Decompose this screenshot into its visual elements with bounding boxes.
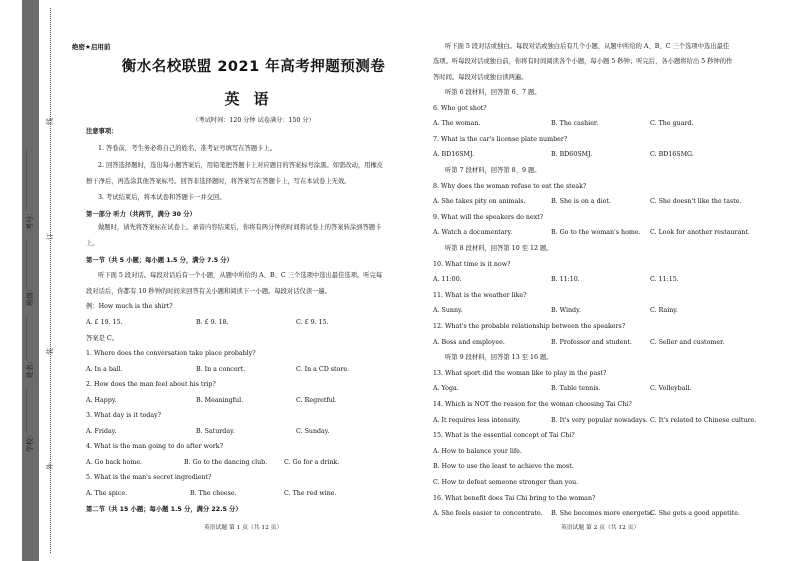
question-text: 8. Why does the woman refuse to eat the steak? [433, 182, 587, 190]
question-option: C. Regretful. [296, 397, 337, 404]
question-option: C. BD16SMG. [650, 151, 694, 159]
question-option: C. She doesn't like the taste. [650, 198, 742, 206]
section1-intro: 段对话后，你都有 10 秒钟的时间来回答有关小题和阅读下一小题。每段对话仅读一遍。 [86, 288, 332, 295]
question-option: C. 11:15. [650, 276, 679, 284]
question-option: A. Watch a documentary. [433, 229, 513, 237]
field-line [26, 388, 27, 433]
question-option: B. Go to the dancing club. [184, 459, 268, 466]
page-footer: 英语试题 第 1 页（共 12 页） [204, 525, 283, 531]
part1-heading: 第一部分 听力（共两节，满分 30 分） [86, 211, 196, 218]
example-answer: 答案是 C。 [86, 335, 119, 342]
question-text: 15. What is the essential concept of Tai Chi? [433, 432, 575, 440]
field-line [26, 150, 27, 210]
material-label: 听第 6 段材料，回答第 6、7 题。 [445, 89, 541, 96]
page-footer: 英语试题 第 2 页（共 12 页） [561, 525, 640, 531]
question-option: C. Sunday. [296, 428, 330, 435]
note-item: 2. 回答选择题时，选出每小题答案后，用铅笔把答题卡上对应题目的答案标号涂黑。如需改动，用橡皮 [98, 162, 384, 169]
part1-intro: 上。 [86, 240, 99, 247]
question-text: A. How to balance your life. [433, 447, 522, 455]
example-option: B. £ 9. 18. [196, 319, 229, 326]
question-option: B. Go to the woman's home. [551, 229, 641, 237]
question-text: B. How to use the least to achieve the most. [433, 463, 574, 471]
page-1 [72, 0, 421, 561]
example-option: A. £ 19. 15. [86, 319, 123, 326]
field-line [26, 240, 27, 290]
question-option: C. She gets a good appetite. [650, 510, 740, 518]
example-question: 例：How much is the shirt? [86, 303, 173, 310]
question-option: C. Rainy. [650, 307, 679, 315]
question-option: B. She is on a diet. [551, 198, 611, 206]
question-option: A. Sunny. [433, 307, 463, 315]
question-text: 7. What is the car's license plate number? [433, 135, 568, 143]
question-option: B. Meaningful. [196, 397, 244, 404]
binding-mark: 装 [46, 348, 54, 355]
question-option: C. Seller and customer. [650, 338, 725, 346]
question-option: A. It requires less intensity. [433, 416, 521, 424]
binding-mark: 订 [46, 233, 54, 240]
question-option: B. Professor and student. [551, 338, 632, 346]
question-option: B. In a concert. [196, 366, 246, 373]
question-text: 4. What is the man going to do after work? [86, 443, 223, 450]
binding-mark: 外 [46, 463, 54, 470]
binding-mark: 线 [46, 118, 54, 125]
question-option: C. It's related to Chinese culture. [650, 416, 757, 424]
question-option: C. In a CD store. [296, 366, 350, 373]
question-option: B. Saturday. [196, 428, 235, 435]
note-item: 擦干净后，再选涂其他答案标号。回答非选择题时，将答案写在答题卡上，写在本试卷上无效。 [86, 178, 351, 185]
question-text: 16. What benefit does Tai Chi bring to the woman? [433, 494, 596, 502]
question-option: A. Yoga. [433, 385, 459, 393]
question-option: B. Table tennis. [551, 385, 601, 393]
section2-intro: 选项。听每段对话或独白前，你将有时间阅读各个小题，每小题 5 秒钟；听完后，各小题将给出 5 秒钟的作 [433, 58, 733, 65]
section1-heading: 第一节（共 5 小题；每小题 1.5 分，满分 7.5 分） [86, 257, 233, 264]
question-text: 6. Who got shot? [433, 104, 487, 112]
time-info: （考试时间：120 分钟 试卷满分：150 分） [192, 117, 315, 124]
binding-strip [0, 0, 62, 561]
material-label: 听第 9 段材料，回答第 13 至 16 题。 [445, 354, 553, 362]
question-option: A. BD16SMJ. [433, 151, 475, 159]
question-text: 1. Where does the conversation take place probably? [86, 350, 256, 357]
question-option: A. The woman. [433, 120, 481, 128]
question-text: 3. What day is it today? [86, 412, 162, 419]
question-option: A. Go back home. [86, 459, 143, 466]
question-option: A. In a ball. [86, 366, 123, 373]
question-text: 2. How does the man feel about his trip? [86, 381, 216, 388]
field-line [26, 316, 27, 361]
note-item: 1. 答卷前，考生务必将自己的姓名、准考证号填写在答题卡上。 [98, 145, 277, 152]
question-option: A. She takes pity on animals. [433, 198, 526, 206]
exam-title: 衡水名校联盟 2021 年高考押题预测卷 [121, 59, 386, 75]
material-label: 听第 7 段材料，回答第 8、9 题。 [445, 167, 541, 174]
question-option: A. Friday. [86, 428, 117, 435]
section2-intro: 听下面 5 段对话或独白。每段对话或独白后有几个小题，从题中所给的 A、B、C 三个选项中选出最佳 [445, 43, 730, 50]
question-option: A. She feels easier to concentrate. [433, 510, 543, 518]
page-2 [433, 0, 773, 561]
question-text: 9. What will the speakers do next? [433, 213, 544, 221]
question-text: 11. What is the weather like? [433, 291, 527, 299]
exam-no-label: 考号： [26, 209, 34, 230]
section2-intro: 答时间。每段对话或独白读两遍。 [433, 74, 528, 81]
part1-intro: 做题时，请先将答案标在试卷上。录音内容结束后，你将有两分钟的时间将试卷上的答案转涂到答题卡 [98, 224, 382, 231]
question-text: 14. Which is NOT the reason for the woman choosing Tai Chi? [433, 401, 632, 408]
question-text: C. How to defeat someone stronger than you. [433, 479, 579, 486]
subject-title: 英语 [224, 90, 283, 108]
question-option: A. Happy. [86, 397, 117, 404]
school-label: 学校： [26, 431, 34, 452]
question-option: A. 11:00. [433, 276, 462, 284]
question-text: 5. What is the man's secret ingredient? [86, 474, 212, 481]
section2-heading: 第二节（共 15 小题；每小题 1.5 分，满分 22.5 分） [86, 506, 242, 513]
question-text: 12. What's the probable relationship between the speakers? [433, 323, 626, 330]
section1-intro: 听下面 5 段对话。每段对话后有一个小题，从题中所给的 A、B、C 三个选项中选出最佳选项。听完每 [98, 272, 383, 279]
question-option: C. Volleyball. [650, 385, 692, 393]
question-option: B. She becomes more energetic. [551, 510, 655, 518]
question-option: B. 11:10. [551, 276, 580, 284]
example-option: C. £ 9. 15. [296, 319, 329, 326]
question-option: A. The spice. [86, 490, 128, 497]
question-option: A. Boss and employee. [433, 338, 505, 346]
binding-dotted-line [50, 8, 51, 553]
question-text: 10. What time is it now? [433, 260, 511, 268]
secret-label: 绝密★启用前 [72, 43, 111, 51]
question-option: B. Windy. [551, 307, 581, 315]
question-option: B. BD60SMJ. [551, 151, 593, 159]
question-option: C. Look for another restaurant. [650, 229, 750, 237]
name-label: 姓名： [26, 357, 34, 378]
class-label: 班级： [26, 285, 34, 306]
question-option: B. It's very popular nowadays. [551, 416, 648, 424]
question-option: C. The guard. [650, 120, 694, 128]
question-option: C. The red wine. [284, 490, 337, 497]
material-label: 听第 8 段材料，回答第 10 至 12 题。 [445, 245, 553, 252]
notes-heading: 注意事项： [86, 128, 118, 135]
question-option: B. The cheese. [190, 490, 237, 497]
binding-band [22, 0, 39, 561]
note-item: 3. 考试结束后，将本试卷和答题卡一并交回。 [98, 194, 226, 201]
question-text: 13. What sport did the woman like to play in the past? [433, 369, 607, 377]
question-option: B. The cashier. [551, 120, 599, 128]
question-option: C. Go for a drink. [284, 459, 340, 466]
